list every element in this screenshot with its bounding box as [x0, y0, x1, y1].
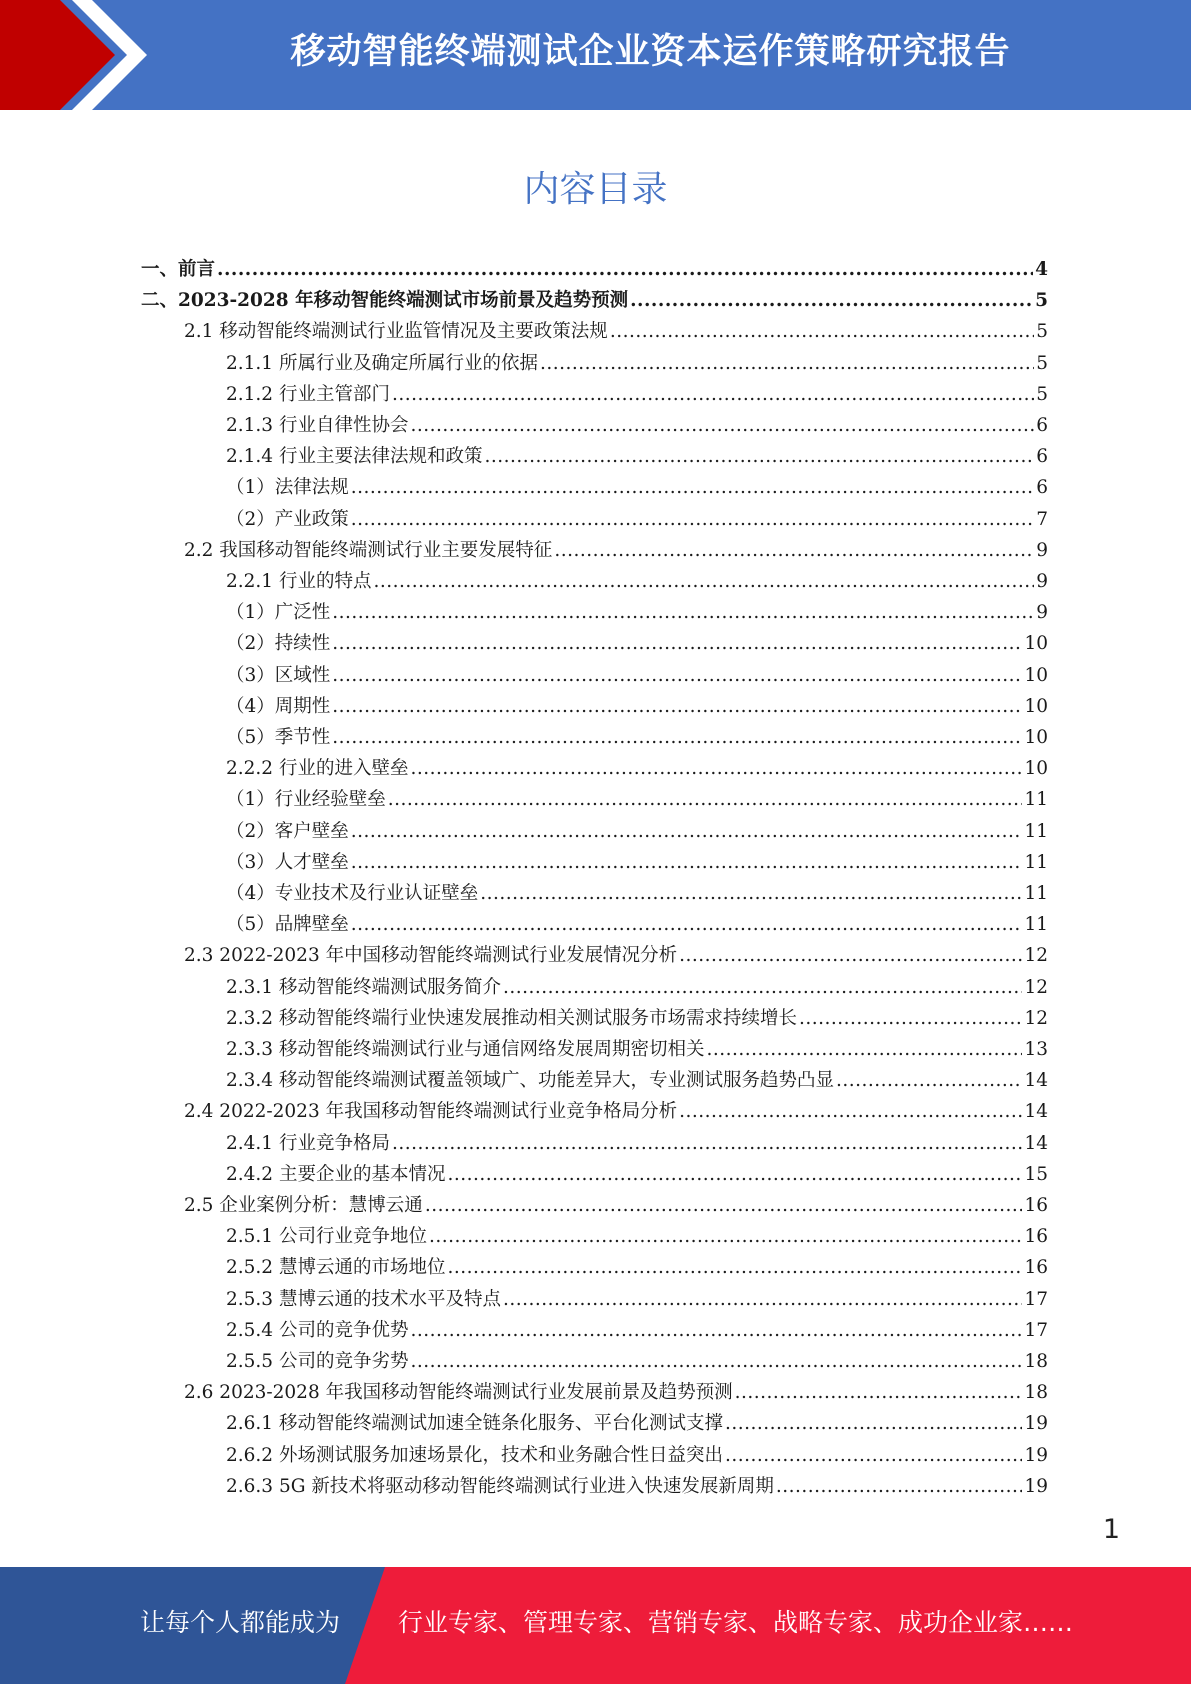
page-header — [0, 0, 1191, 110]
toc-entry-page: 14 — [1024, 1132, 1048, 1154]
toc-entry-title: 2.3 2022-2023 年中国移动智能终端测试行业发展情况分析 — [184, 945, 678, 967]
toc-entry-title: 2.3.2 移动智能终端行业快速发展推动相关测试服务市场需求持续增长 — [226, 1007, 797, 1029]
toc-dot-leader — [429, 1221, 1022, 1252]
toc-entry[interactable] — [184, 1190, 1048, 1221]
toc-entry[interactable] — [226, 1315, 1048, 1346]
toc-entry[interactable] — [226, 1284, 1048, 1315]
toc-dot-leader — [447, 1252, 1022, 1283]
toc-entry-page: 19 — [1024, 1413, 1048, 1435]
toc-entry-title: 2.2.1 行业的特点 — [226, 571, 372, 592]
toc-entry-title: 2.6.3 5G 新技术将驱动移动智能终端测试行业进入快速发展新周期 — [226, 1475, 774, 1497]
toc-entry[interactable] — [184, 1377, 1048, 1408]
toc-entry-page: 11 — [1024, 789, 1048, 811]
toc-entry-page: 11 — [1024, 851, 1048, 873]
toc-entry[interactable] — [226, 784, 1048, 815]
toc-entry[interactable] — [226, 1252, 1048, 1283]
toc-entry[interactable] — [226, 1159, 1048, 1190]
toc-entry-title: 2.5.3 慧博云通的技术水平及特点 — [226, 1288, 501, 1310]
toc-entry-title: 2.1.4 行业主要法律法规和政策 — [226, 446, 483, 468]
toc-dot-leader — [332, 691, 1022, 722]
toc-entry-title: 2.5.4 公司的竞争优势 — [226, 1319, 409, 1341]
toc-dot-leader — [679, 1096, 1022, 1127]
toc-entry-title: （1）法律法规 — [226, 477, 349, 499]
toc-dot-leader — [679, 940, 1022, 971]
toc-dot-leader — [217, 254, 1033, 285]
toc-entry[interactable] — [226, 410, 1048, 441]
toc-heading: 内容目录 — [523, 169, 668, 210]
toc-entry-title: 2.3.4 移动智能终端测试覆盖领域广、功能差异大，专业测试服务趋势凸显 — [226, 1070, 834, 1092]
toc-entry-page: 16 — [1024, 1195, 1048, 1216]
toc-entry-page: 10 — [1024, 633, 1048, 655]
toc-entry[interactable] — [141, 254, 1048, 285]
toc-dot-leader — [392, 379, 1034, 410]
toc-dot-leader — [540, 348, 1034, 379]
toc-entry-title: 2.6 2023-2028 年我国移动智能终端测试行业发展前景及趋势预测 — [184, 1382, 733, 1404]
toc-entry-title: （1）广泛性 — [226, 602, 331, 624]
toc-dot-leader — [630, 285, 1033, 316]
toc-entry[interactable] — [226, 1440, 1048, 1471]
toc-dot-leader — [484, 441, 1034, 472]
toc-entry-title: 2.4.1 行业竞争格局 — [226, 1132, 390, 1154]
toc-entry-title: 2.1.3 行业自律性协会 — [226, 415, 409, 436]
toc-entry-page: 10 — [1024, 664, 1048, 686]
toc-dot-leader — [610, 316, 1034, 347]
toc-entry[interactable] — [226, 691, 1048, 722]
toc-entry[interactable] — [226, 909, 1048, 940]
toc-entry[interactable] — [226, 1346, 1048, 1377]
toc-entry-title: 2.3.3 移动智能终端测试行业与通信网络发展周期密切相关 — [226, 1039, 705, 1060]
toc-dot-leader — [425, 1190, 1023, 1221]
toc-entry[interactable] — [226, 597, 1048, 628]
toc-entry[interactable] — [226, 441, 1048, 472]
toc-entry-title: 2.1.1 所属行业及确定所属行业的依据 — [226, 352, 538, 374]
toc-entry-title: 2.5.1 公司行业竞争地位 — [226, 1226, 427, 1248]
toc-entry[interactable] — [226, 1065, 1048, 1096]
toc-entry[interactable] — [226, 1408, 1048, 1439]
toc-dot-leader — [836, 1065, 1022, 1096]
toc-entry[interactable] — [184, 940, 1048, 971]
toc-entry-title: 2.2.2 行业的进入壁垒 — [226, 758, 409, 780]
toc-dot-leader — [351, 816, 1023, 847]
toc-dot-leader — [480, 878, 1022, 909]
toc-entry-title: 2.1 移动智能终端测试行业监管情况及主要政策法规 — [184, 321, 608, 343]
toc-entry-title: 2.6.2 外场测试服务加速场景化，技术和业务融合性日益突出 — [226, 1444, 723, 1466]
toc-entry[interactable] — [226, 972, 1048, 1003]
toc-entry-title: （5）季节性 — [226, 727, 331, 748]
toc-entry-title: 2.5.2 慧博云通的市场地位 — [226, 1257, 446, 1279]
toc-entry-page: 12 — [1024, 976, 1048, 998]
toc-dot-leader — [725, 1440, 1022, 1471]
toc-dot-leader — [410, 1346, 1022, 1377]
toc-entry-page: 11 — [1024, 820, 1048, 842]
toc-entry-title: （4）专业技术及行业认证壁垒 — [226, 883, 479, 904]
toc-entry-page: 10 — [1024, 727, 1048, 748]
toc-entry-page: 16 — [1024, 1226, 1048, 1248]
toc-entry-page: 12 — [1024, 1007, 1048, 1029]
toc-dot-leader — [410, 1315, 1022, 1346]
toc-entry-title: （4）周期性 — [226, 695, 331, 717]
toc-entry[interactable] — [226, 816, 1048, 847]
footer-slogan-right: 行业专家、管理专家、营销专家、战略专家、成功企业家…… — [398, 1608, 1074, 1637]
toc-entry-page: 6 — [1036, 477, 1048, 499]
toc-entry-page: 11 — [1024, 914, 1048, 936]
toc-entry-page: 11 — [1024, 883, 1048, 904]
toc-dot-leader — [503, 972, 1022, 1003]
toc-entry-page: 5 — [1036, 321, 1048, 343]
toc-dot-leader — [776, 1471, 1023, 1502]
toc-dot-leader — [447, 1159, 1022, 1190]
toc-entry-page: 18 — [1024, 1382, 1048, 1404]
toc-entry[interactable] — [226, 1034, 1048, 1065]
toc-entry-page: 15 — [1024, 1163, 1048, 1185]
toc-entry-page: 14 — [1024, 1101, 1048, 1123]
toc-entry[interactable] — [184, 316, 1048, 347]
page-number: 1 — [1102, 1514, 1120, 1545]
toc-dot-leader — [392, 1128, 1022, 1159]
toc-entry-page: 12 — [1024, 945, 1048, 967]
report-title: 移动智能终端测试企业资本运作策略研究报告 — [290, 32, 1011, 72]
toc-entry[interactable] — [226, 660, 1048, 691]
toc-dot-leader — [725, 1408, 1022, 1439]
toc-entry[interactable] — [226, 628, 1048, 659]
toc-entry[interactable] — [226, 878, 1048, 909]
toc-dot-leader — [332, 722, 1022, 753]
toc-entry[interactable] — [226, 1128, 1048, 1159]
toc-entry-title: （5）品牌壁垒 — [226, 914, 349, 936]
toc-entry-title: （3）人才壁垒 — [226, 851, 349, 873]
toc-entry-page: 10 — [1024, 758, 1048, 780]
toc-dot-leader — [503, 1284, 1022, 1315]
toc-entry-page: 16 — [1024, 1257, 1048, 1279]
toc-entry-page: 9 — [1036, 539, 1048, 561]
toc-entry[interactable] — [226, 1221, 1048, 1252]
toc-entry-page: 10 — [1024, 695, 1048, 717]
toc-dot-leader — [799, 1003, 1022, 1034]
toc-entry-page: 6 — [1036, 446, 1048, 468]
toc-entry-page: 19 — [1024, 1444, 1048, 1466]
toc-entry-title: 2.4 2022-2023 年我国移动智能终端测试行业竞争格局分析 — [184, 1101, 678, 1123]
toc-entry-title: 2.4.2 主要企业的基本情况 — [226, 1163, 446, 1185]
toc-entry-page: 5 — [1035, 290, 1048, 312]
toc-entry-title: 2.5 企业案例分析：慧博云通 — [184, 1195, 423, 1216]
toc-entry[interactable] — [226, 847, 1048, 878]
toc-entry-page: 5 — [1036, 352, 1048, 374]
toc-entry[interactable] — [184, 1096, 1048, 1127]
page-footer — [0, 1567, 1191, 1684]
toc-entry[interactable] — [226, 472, 1048, 503]
toc-entry-title: （2）持续性 — [226, 633, 331, 655]
toc-entry-title: 2.3.1 移动智能终端测试服务简介 — [226, 976, 501, 998]
toc-dot-leader — [351, 504, 1034, 535]
toc-entry-page: 19 — [1024, 1475, 1048, 1497]
toc-entry[interactable] — [226, 1003, 1048, 1034]
toc-dot-leader — [735, 1377, 1023, 1408]
toc-entry-title: 2.2 我国移动智能终端测试行业主要发展特征 — [184, 539, 553, 561]
toc-dot-leader — [351, 847, 1023, 878]
toc-entry-page: 4 — [1035, 259, 1048, 280]
toc-entry-page: 18 — [1024, 1351, 1048, 1372]
toc-entry-title: 2.5.5 公司的竞争劣势 — [226, 1351, 409, 1372]
toc-entry[interactable] — [226, 504, 1048, 535]
toc-dot-leader — [332, 628, 1022, 659]
toc-entry-title: （2）产业政策 — [226, 508, 349, 530]
toc-entry-page: 17 — [1024, 1319, 1048, 1341]
toc-entry-title: 一、前言 — [141, 259, 216, 280]
toc-dot-leader — [332, 660, 1022, 691]
toc-entry-page: 9 — [1036, 571, 1048, 592]
toc-dot-leader — [706, 1034, 1022, 1065]
toc-dot-leader — [388, 784, 1023, 815]
toc-entry-page: 13 — [1024, 1039, 1048, 1060]
toc-dot-leader — [373, 566, 1034, 597]
toc-dot-leader — [410, 753, 1022, 784]
toc-entry-page: 14 — [1024, 1070, 1048, 1092]
toc-entry-title: 2.6.1 移动智能终端测试加速全链条化服务、平台化测试支撑 — [226, 1413, 723, 1435]
toc-entry[interactable] — [226, 722, 1048, 753]
toc-entry-title: 2.1.2 行业主管部门 — [226, 383, 390, 405]
footer-slogan-left: 让每个人都能成为 — [140, 1608, 341, 1637]
toc-entry-title: 二、2023-2028 年移动智能终端测试市场前景及趋势预测 — [141, 290, 629, 312]
toc-entry-page: 6 — [1036, 415, 1048, 436]
toc-dot-leader — [410, 410, 1034, 441]
toc-entry-page: 5 — [1036, 383, 1048, 405]
toc-entry[interactable] — [226, 1471, 1048, 1502]
toc-entry[interactable] — [141, 285, 1048, 316]
toc-dot-leader — [351, 472, 1034, 503]
toc-entry-page: 17 — [1024, 1288, 1048, 1310]
toc-entry-page: 7 — [1036, 508, 1048, 530]
toc-dot-leader — [332, 597, 1034, 628]
toc-entry[interactable] — [226, 379, 1048, 410]
toc-entry-title: （1）行业经验壁垒 — [226, 789, 386, 811]
toc-entry[interactable] — [226, 348, 1048, 379]
toc-entry[interactable] — [184, 535, 1048, 566]
toc-dot-leader — [351, 909, 1023, 940]
toc-entry-page: 9 — [1036, 602, 1048, 624]
toc-entry-title: （2）客户壁垒 — [226, 820, 349, 842]
toc-entry[interactable] — [226, 566, 1048, 597]
toc-dot-leader — [554, 535, 1034, 566]
toc-entry-title: （3）区域性 — [226, 664, 331, 686]
toc-entry[interactable] — [226, 753, 1048, 784]
